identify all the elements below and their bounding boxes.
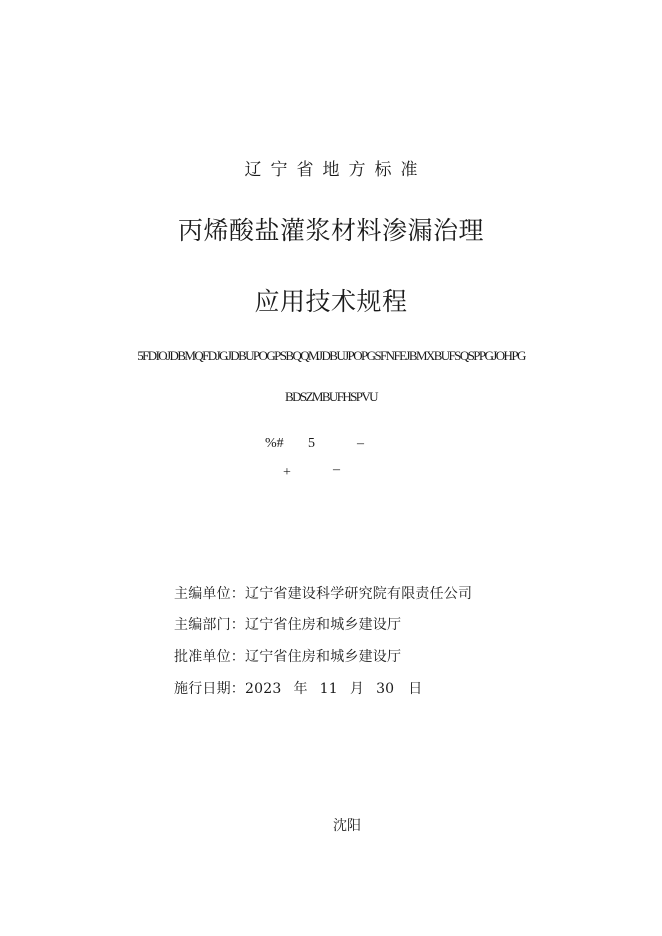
code-row-1-number: 5 [308,436,315,451]
editor-department-value: 辽宁省住房和城乡建设厅 [245,617,402,633]
title-line-1: 丙烯酸盐灌浆材料渗漏治理 [177,216,484,245]
title-line-2: 应用技术规程 [254,287,408,316]
effective-date-row [174,678,422,698]
english-title-line-1: 5FDIOJDBMQFDJGJDBUPOGPSBQQMJDBUJPOPGSFNFEJBMXBUFSQSPPGJOHPG [137,348,525,363]
approval-unit-value: 辽宁省住房和城乡建设厅 [245,649,402,665]
editor-department-row [174,614,401,634]
code-row-2-prefix: + [283,465,291,480]
publication-city: 沈阳 [333,818,361,834]
effective-date-year-unit: 年 [293,681,308,697]
editor-unit-value: 辽宁省建设科学研究院有限责任公司 [245,586,473,602]
effective-date-year: 2023 [245,681,282,697]
effective-date-day: 30 [376,681,395,697]
approval-unit-label: 批准单位： [174,649,245,665]
approval-unit-row [174,646,401,666]
code-row-1-prefix: %# [265,436,284,451]
effective-date-month-unit: 月 [349,681,365,697]
effective-date-day-unit: 日 [408,681,423,697]
editor-department-label: 主编部门： [174,617,245,633]
effective-date-month: 11 [319,681,338,697]
editor-unit-row [174,583,472,603]
editor-unit-label: 主编单位： [174,586,245,602]
english-title-line-2: BDSZMBUFHSPVU [285,389,377,404]
effective-date-label: 施行日期： [174,681,245,697]
standard-type-label: 辽宁省地方标准 [244,160,427,180]
code-row-2-dash: – [333,462,340,477]
code-row-1-dash: – [357,436,364,451]
